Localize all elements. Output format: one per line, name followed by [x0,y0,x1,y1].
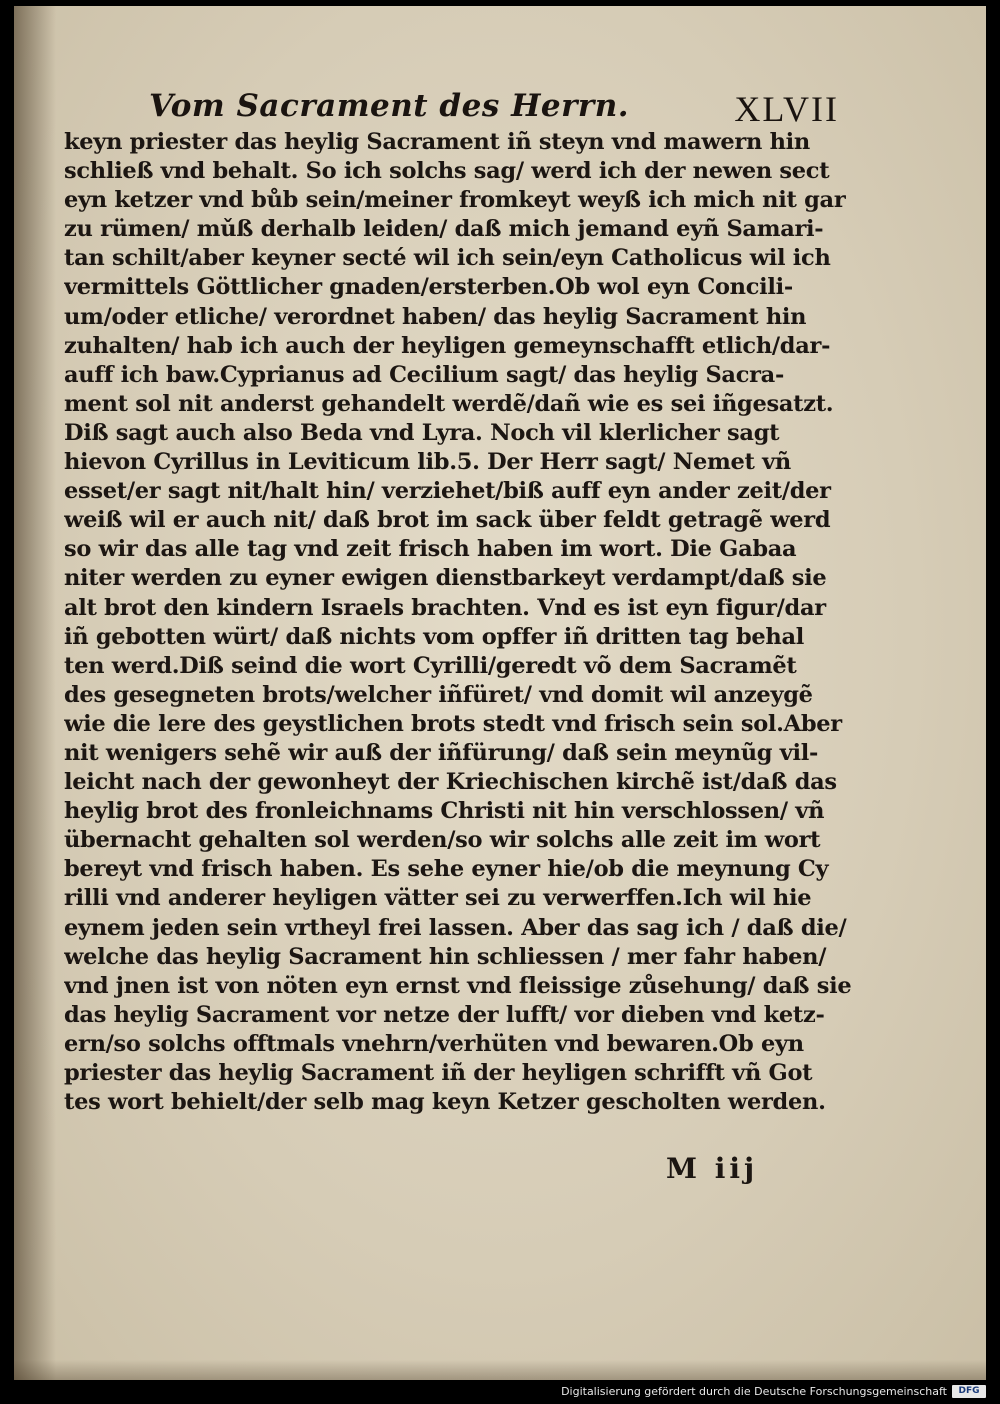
book-page [14,6,986,1380]
credit-text: Digitalisierung gefördert durch die Deutsche Forschungsgemeinschaft [561,1384,947,1398]
text-line: zuhalten/ hab ich auch der heyligen gemeynschafft etlich/dar- [64,332,831,359]
text-line: Diß sagt auch also Beda vnd Lyra. Noch vil klerlicher sagt [64,419,780,446]
text-line: eynem jeden sein vrtheyl frei lassen. Aber das sag ich / daß die/ [64,914,847,941]
text-line: tan schilt/aber keyner secté wil ich sein/eyn Catholicus wil ich [64,245,831,272]
text-line: priester das heylig Sacrament iñ der heyligen schrifft vñ Got [64,1060,813,1086]
text-line: schließ vnd behalt. So ich solchs sag/ werd ich der newen sect [64,158,830,185]
text-line: des gesegneten brots/welcher iñfüret/ vnd domit wil anzeygẽ [64,681,813,708]
text-line: das heylig Sacrament vor netze der lufft/ vor dieben vnd ketz- [64,1001,825,1028]
text-line: hievon Cyrillus in Leviticum lib.5. Der Herr sagt/ Nemet vñ [64,449,791,476]
text-line: wie die lere des geystlichen brots stedt vnd frisch sein sol.Aber [64,710,842,737]
page-header [149,88,839,132]
gutter-shadow [14,6,56,1380]
text-line: so wir das alle tag vnd zeit frisch haben im wort. Die Gabaa [64,536,797,563]
text-line: esset/er sagt nit/halt hin/ verziehet/biß auff eyn ander zeit/der [64,478,831,505]
page-edge-shadow [14,1360,986,1380]
text-line: weiß wil er auch nit/ daß brot im sack über feldt getragẽ werd [64,507,831,534]
text-line: alt brot den kindern Israels brachten. Vnd es ist eyn figur/dar [64,594,826,621]
running-title: Vom Sacrament des Herrn. [149,88,630,124]
text-line: niter werden zu eyner ewigen dienstbarkeyt verdampt/daß sie [64,565,827,592]
text-line: ten werd.Diß seind die wort Cyrilli/geredt võ dem Sacramẽt [64,652,797,679]
text-line: rilli vnd anderer heyligen vätter sei zu verwerffen.Ich wil hie [64,885,812,912]
text-line: zu rümen/ mǔß derhalb leiden/ daß mich jemand eyñ Samari- [64,216,824,243]
text-line: iñ gebotten würt/ daß nichts vom opffer iñ dritten tag behal [64,623,805,650]
text-line: keyn priester das heylig Sacrament iñ steyn vnd mawern hin [64,129,810,155]
text-line: auff ich baw.Cyprianus ad Cecilium sagt/ das heylig Sacra- [64,361,784,388]
text-line: bereyt vnd frisch haben. Es sehe eyner hie/ob die meynung Cy [64,856,829,883]
text-line: ern/so solchs offtmals vnehrn/verhüten vnd bewaren.Ob eyn [64,1030,804,1057]
folio-number: XLVII [734,89,839,129]
dfg-logo: DFG [952,1385,986,1398]
text-line: leicht nach der gewonheyt der Kriechischen kirchẽ ist/daß das [64,769,837,796]
text-line: welche das heylig Sacrament hin schliessen / mer fahr haben/ [64,943,827,970]
digitization-credit [561,1383,986,1399]
signature-mark: M iij [666,1152,759,1185]
text-line: vnd jnen ist von nöten eyn ernst vnd fleissige zůsehung/ daß sie [64,972,852,999]
text-line: vermittels Göttlicher gnaden/ersterben.Ob wol eyn Concili- [64,274,793,301]
text-line: ment sol nit anderst gehandelt werdẽ/dañ wie es sei iñgesatzt. [64,390,834,417]
text-line: übernacht gehalten sol werden/so wir solchs alle zeit im wort [64,827,821,854]
text-line: um/oder etliche/ verordnet haben/ das heylig Sacrament hin [64,303,807,330]
text-line: tes wort behielt/der selb mag keyn Ketzer gescholten werden. [64,1089,826,1116]
text-line: heylig brot des fronleichnams Christi nit hin verschlossen/ vñ [64,798,825,825]
text-line: nit wenigers sehẽ wir auß der iñfürung/ daß sein meynũg vil- [64,739,819,766]
body-text [64,128,854,1117]
text-line: eyn ketzer vnd bůb sein/meiner fromkeyt weyß ich mich nit gar [64,187,846,214]
